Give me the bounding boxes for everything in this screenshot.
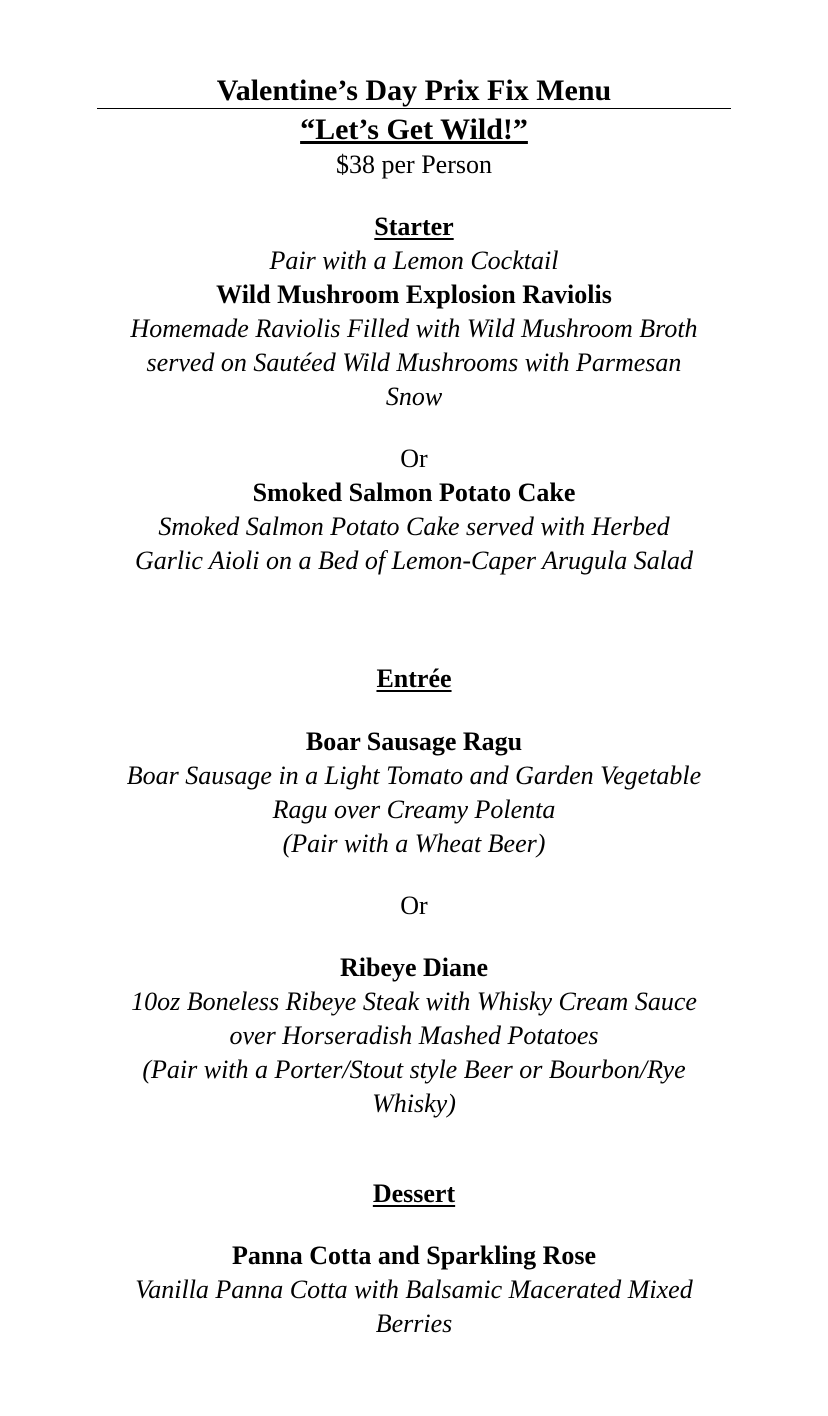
starter-pairing: Pair with a Lemon Cocktail [269,246,559,275]
description-line: Ragu over Creamy Polenta [272,795,556,824]
description-line: 10oz Boneless Ribeye Steak with Whisky Cream Sauce [131,987,697,1016]
menu-title: Valentine’s Day Prix Fix Menu [216,74,612,107]
dish-name-panna-cotta: Panna Cotta and Sparkling Rose [231,1241,597,1270]
menu-theme: “Let’s Get Wild!” [300,113,528,146]
description-line: served on Sautéed Wild Mushrooms with Parmesan [146,348,682,377]
section-heading-entree: Entrée [376,664,452,693]
or-separator: Or [400,891,428,920]
dish-name-salmon-cake: Smoked Salmon Potato Cake [252,478,576,507]
dish-name-boar-ragu: Boar Sausage Ragu [305,727,523,756]
dish-description-ribeye [98,985,730,1121]
description-line: Snow [385,382,443,411]
description-line: Berries [375,1309,453,1338]
dish-description-salmon-cake [98,510,730,578]
menu-price: $38 per Person [336,150,492,179]
description-line: Homemade Raviolis Filled with Wild Mushroom Broth [130,314,698,343]
description-line: Garlic Aioli on a Bed of Lemon-Caper Arugula Salad [134,546,694,575]
description-line: Whisky) [372,1089,456,1118]
dish-description-raviolis [98,312,730,414]
dish-description-boar-ragu [98,759,730,861]
description-line: Boar Sausage in a Light Tomato and Garden Vegetable [126,761,702,790]
dish-description-panna-cotta [98,1273,730,1341]
description-line: Smoked Salmon Potato Cake served with Herbed [158,512,670,541]
or-separator: Or [400,444,428,473]
description-line: (Pair with a Wheat Beer) [282,829,546,858]
section-heading-dessert: Dessert [372,1179,456,1208]
dish-name-ribeye: Ribeye Diane [339,953,489,982]
description-line: (Pair with a Porter/Stout style Beer or Bourbon/Rye [142,1055,686,1084]
section-heading-starter: Starter [374,212,454,241]
description-line: Vanilla Panna Cotta with Balsamic Macerated Mixed [135,1275,693,1304]
dish-name-raviolis: Wild Mushroom Explosion Raviolis [216,280,612,309]
title-divider [97,108,731,109]
description-line: over Horseradish Mashed Potatoes [229,1021,599,1050]
